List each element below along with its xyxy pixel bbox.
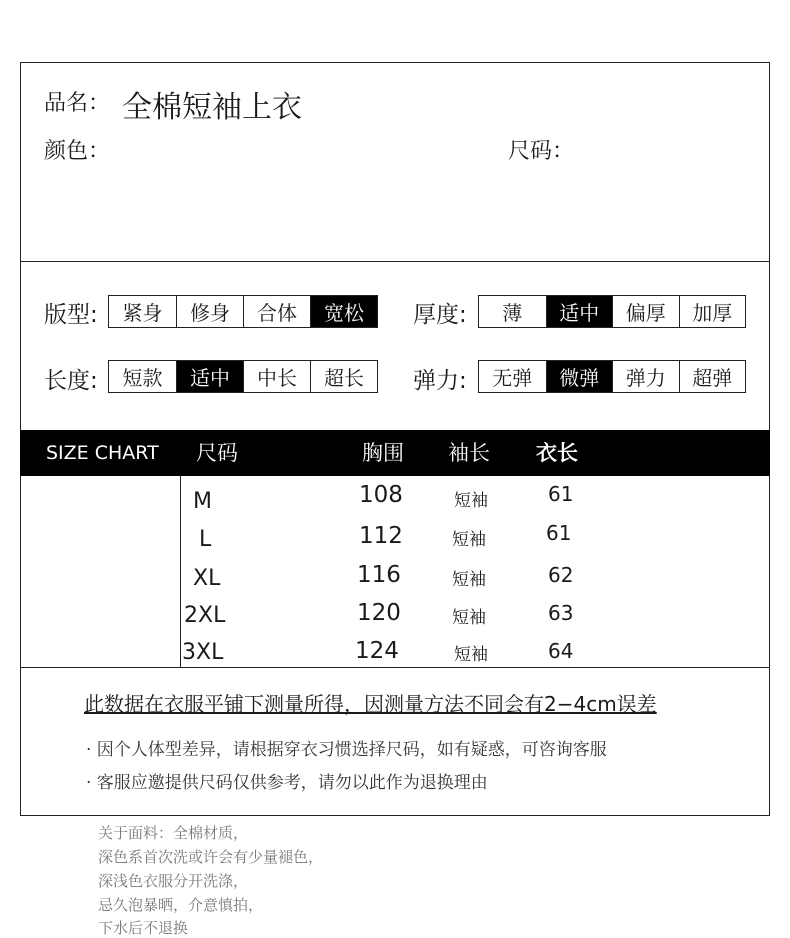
measurement-note: 此数据在衣服平铺下测量所得，因测量方法不同会有2−4cm误差	[84, 692, 657, 716]
length-cell: 64	[548, 639, 574, 663]
size-chart-header	[20, 430, 770, 476]
sleeve-cell: 短袖	[452, 530, 486, 550]
column-header-size: 尺码	[196, 441, 238, 465]
thickness-label: 厚度:	[413, 302, 467, 328]
color-label: 颜色：	[44, 139, 111, 164]
column-header-chest: 胸围	[362, 441, 404, 465]
care-note-line: 忌久泡暴晒，介意慎拍，	[98, 896, 264, 914]
care-note-line: 关于面料：全棉材质，	[98, 824, 249, 842]
fit-label: 版型:	[44, 302, 98, 328]
size-cell: XL	[193, 566, 221, 591]
length-cell: 62	[548, 563, 574, 587]
fit-option: 紧身	[122, 301, 163, 325]
sleeve-cell: 短袖	[454, 491, 488, 511]
sleeve-cell: 短袖	[452, 570, 486, 590]
thickness-option: 适中	[546, 296, 613, 327]
care-note-line: 深色系首次洗或许会有少量褪色，	[98, 848, 324, 866]
thickness-option: 薄	[502, 301, 523, 325]
note-bullet: · 因个人体型差异，请根据穿衣习惯选择尺码，如有疑惑，可咨询客服	[86, 740, 607, 760]
stretch-option: 微弹	[546, 361, 613, 392]
stretch-options	[478, 360, 746, 393]
column-header-sleeve: 袖长	[448, 441, 490, 465]
chest-cell: 112	[359, 523, 403, 549]
length-option: 超长	[310, 361, 377, 392]
column-header-length: 衣长	[536, 441, 578, 465]
fit-options	[108, 295, 378, 328]
divider-bottom	[20, 667, 770, 668]
length-cell: 61	[548, 482, 574, 506]
size-column-divider	[180, 476, 181, 667]
chest-cell: 108	[359, 482, 403, 508]
chest-cell: 120	[357, 600, 401, 626]
stretch-option: 超弹	[679, 361, 746, 392]
chest-cell: 124	[355, 638, 399, 664]
size-cell: L	[199, 527, 212, 552]
size-label: 尺码：	[508, 139, 575, 164]
length-option: 中长	[243, 361, 310, 392]
size-chart-title: SIZE CHART	[46, 442, 159, 464]
length-option: 短款	[122, 366, 163, 390]
thickness-options	[478, 295, 746, 328]
length-options	[108, 360, 378, 393]
fit-option: 修身	[176, 296, 243, 327]
thickness-option: 加厚	[679, 296, 746, 327]
chest-cell: 116	[357, 562, 401, 588]
stretch-label: 弹力:	[413, 368, 467, 394]
length-option: 适中	[176, 361, 243, 392]
stretch-option: 弹力	[612, 361, 679, 392]
sleeve-cell: 短袖	[452, 608, 486, 628]
length-cell: 61	[546, 521, 572, 545]
size-cell: 3XL	[182, 640, 224, 665]
length-cell: 63	[548, 601, 574, 625]
divider-top	[20, 261, 770, 262]
size-cell: 2XL	[184, 603, 226, 628]
note-bullet: · 客服应邀提供尺码仅供参考，请勿以此作为退换理由	[86, 773, 488, 793]
care-note-line: 深浅色衣服分开洗涤，	[98, 872, 249, 890]
fit-option: 宽松	[310, 296, 377, 327]
fit-option: 合体	[243, 296, 310, 327]
length-label: 长度:	[44, 368, 98, 394]
sleeve-cell: 短袖	[454, 645, 488, 665]
care-note-line: 下水后不退换	[98, 919, 189, 937]
stretch-option: 无弹	[492, 366, 533, 390]
product-name-label: 品名：	[44, 91, 111, 116]
thickness-option: 偏厚	[612, 296, 679, 327]
size-cell: M	[193, 489, 212, 514]
product-name-value: 全棉短袖上衣	[122, 90, 302, 125]
